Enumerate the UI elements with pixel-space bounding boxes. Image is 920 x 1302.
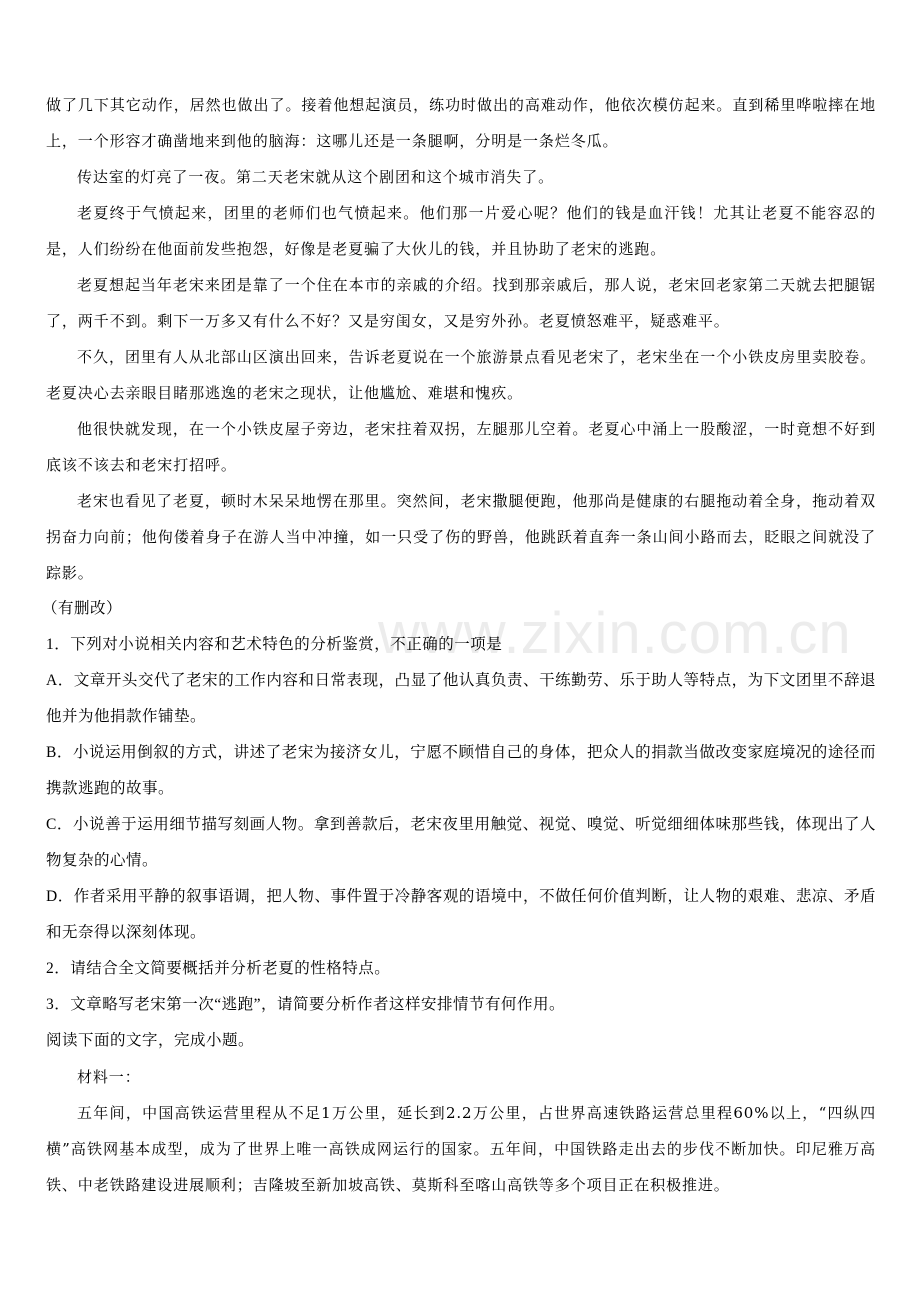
story-paragraph-4: 老夏想起当年老宋来团是靠了一个住在本市的亲戚的介绍。找到那亲戚后，那人说，老宋回老家第二天就去把腿锯了，两千不到。剩下一万多又有什么不好？又是穷闺女，又是穷外孙。老夏愤怒难平，疑惑难平。 [46, 276, 876, 330]
story-paragraph-5: 不久，团里有人从北部山区演出回来，告诉老夏说在一个旅游景点看见老宋了，老宋坐在一个小铁皮房里卖胶卷。老夏决心去亲眼目睹那逃逸的老宋之现状，让他尴尬、难堪和愧疚。 [46, 348, 876, 402]
watermark: www.zixin.com.cn [378, 601, 852, 666]
material-paragraph-1: 五年间，中国高铁运营里程从不足1万公里，延长到2.2万公里，占世界高速铁路运营总里程60%以上，“四纵四横”高铁网基本成型，成为了世界上唯一高铁成网运行的国家。五年间，中国铁路走出去的步伐不断加快。印尼雅万高铁、中老铁路建设进展顺利；吉隆坡至新加坡高铁、莫斯科至喀山高铁等多个项目正在积极推进。 [46, 1104, 876, 1194]
story-paragraph-6: 他很快就发现，在一个小铁皮屋子旁边，老宋拄着双拐，左腿那儿空着。老夏心中涌上一股酸涩，一时竟想不好到底该不该去和老宋打招呼。 [46, 420, 876, 474]
question-1-option-d: D．作者采用平静的叙事语调，把人物、事件置于冷静客观的语境中，不做任何价值判断，让人物的艰难、悲凉、矛盾和无奈得以深刻体现。 [46, 888, 876, 941]
story-paragraph-7: 老宋也看见了老夏，顿时木呆呆地愣在那里。突然间，老宋撒腿便跑，他那尚是健康的右腿拖动着全身，拖动着双拐奋力向前；他佝偻着身子在游人当中冲撞，如一只受了伤的野兽，他跳跃着直奔一条山间小路而去，眨眼之间就没了踪影。 [46, 492, 876, 582]
question-1-option-b: B．小说运用倒叙的方式，讲述了老宋为接济女儿，宁愿不顾惜自己的身体，把众人的捐款当做改变家庭境况的途径而携款逃跑的故事。 [46, 744, 876, 797]
material-label: 材料一： [77, 1068, 141, 1086]
source-note: （有删改） [42, 600, 123, 617]
story-paragraph-1: 做了几下其它动作，居然也做出了。接着他想起演员，练功时做出的高难动作，他依次模仿起来。直到稀里哗啦摔在地上，一个形容才确凿地来到他的脑海：这哪儿还是一条腿啊，分明是一条烂冬瓜。 [46, 96, 876, 150]
question-1-option-a: A．文章开头交代了老宋的工作内容和日常表现，凸显了他认真负责、干练勤劳、乐于助人等特点，为下文团里不辞退他并为他捐款作铺垫。 [46, 672, 876, 725]
question-1-option-c: C．小说善于运用细节描写刻画人物。拿到善款后，老宋夜里用触觉、视觉、嗅觉、听觉细细体味那些钱，体现出了人物复杂的心情。 [46, 816, 876, 869]
question-2: 2．请结合全文简要概括并分析老夏的性格特点。 [46, 960, 391, 977]
story-paragraph-2: 传达室的灯亮了一夜。第二天老宋就从这个剧团和这个城市消失了。 [77, 168, 555, 186]
question-1-stem: 1．下列对小说相关内容和艺术特色的分析鉴赏，不正确的一项是 [46, 636, 503, 653]
question-3: 3．文章略写老宋第一次“逃跑”，请简要分析作者这样安排情节有何作用。 [46, 996, 566, 1013]
reading-instruction: 阅读下面的文字，完成小题。 [46, 1032, 255, 1049]
story-paragraph-3: 老夏终于气愤起来，团里的老师们也气愤起来。他们那一片爱心呢？他们的钱是血汗钱！尤其让老夏不能容忍的是，人们纷纷在他面前发些抱怨，好像是老夏骗了大伙儿的钱，并且协助了老宋的逃跑。 [46, 204, 876, 258]
